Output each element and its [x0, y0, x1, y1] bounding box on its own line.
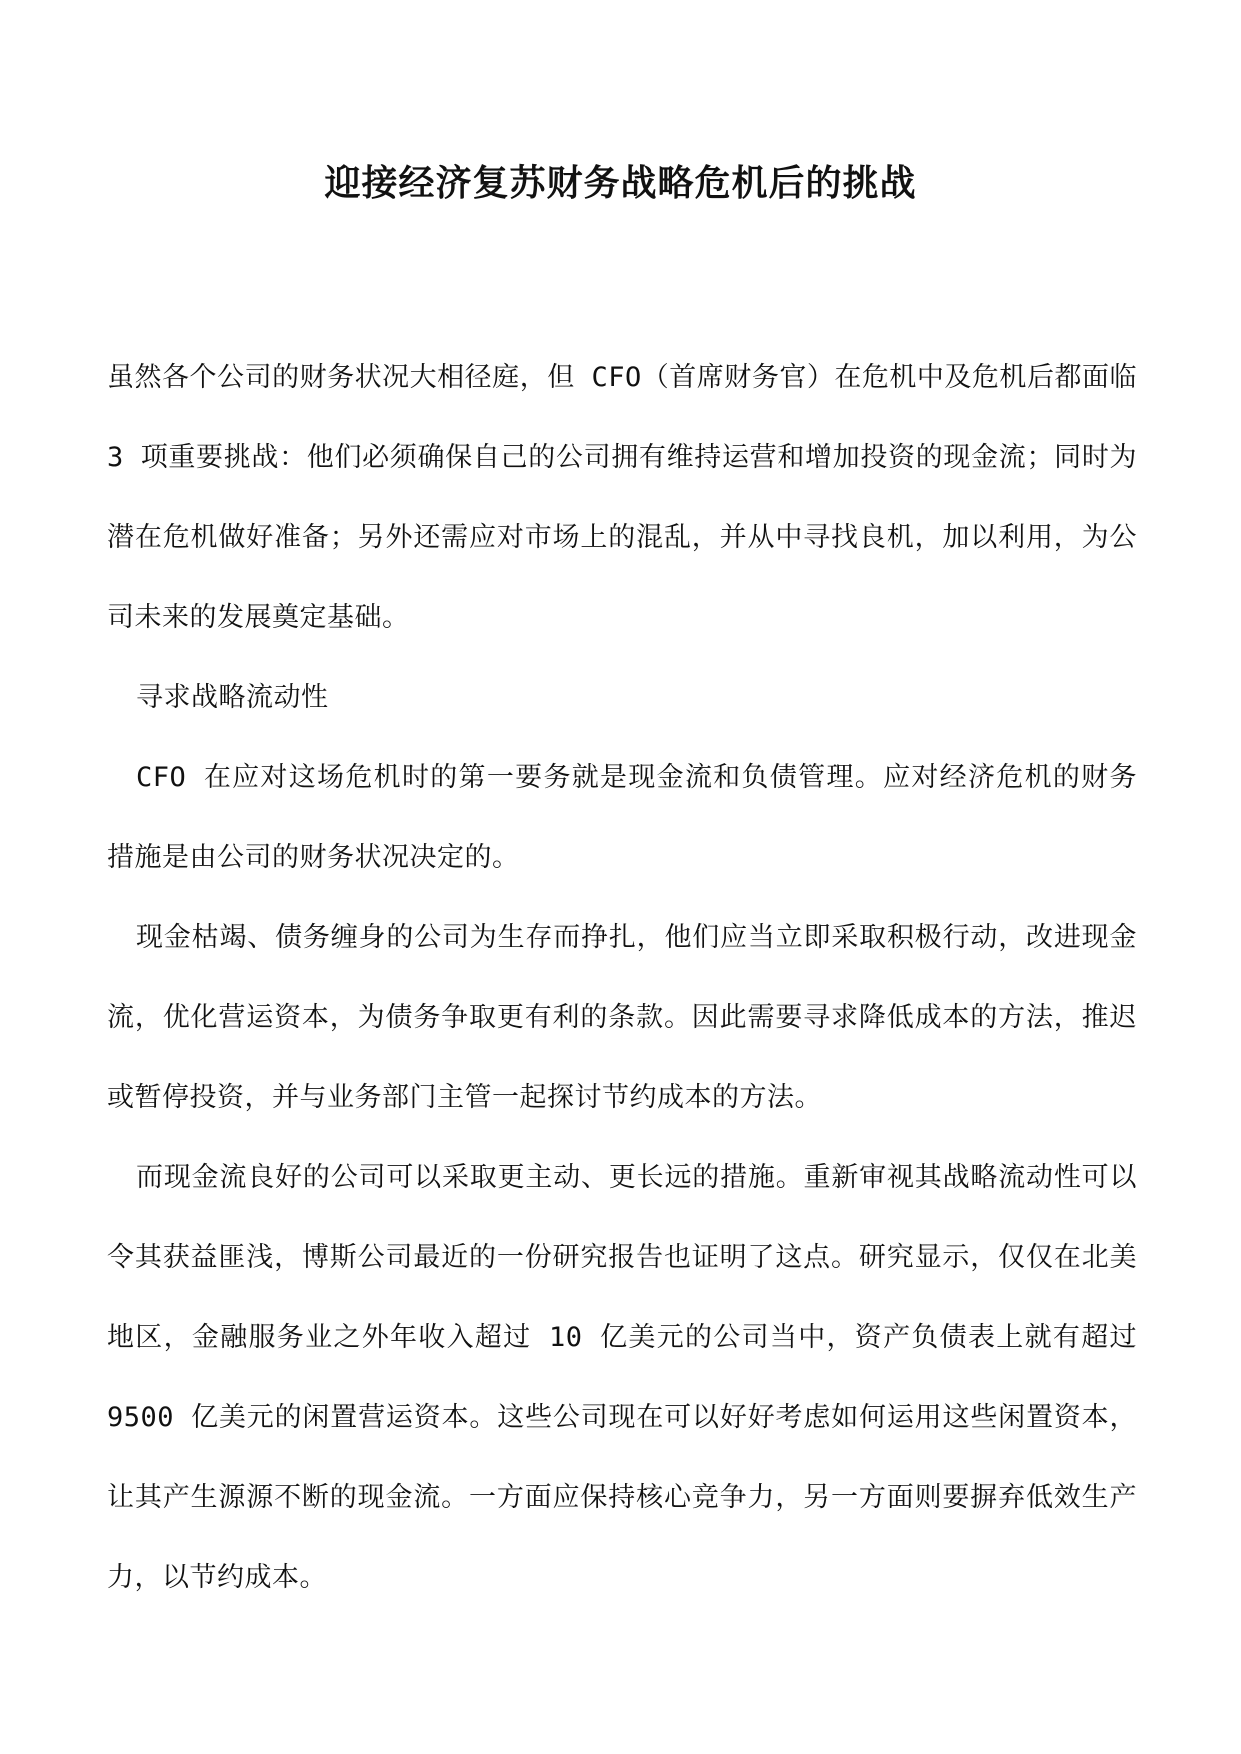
paragraph-intro: 虽然各个公司的财务状况大相径庭，但 CFO（首席财务官）在危机中及危机后都面临 3 项重要挑战：他们必须确保自己的公司拥有维持运营和增加投资的现金流；同时为潜在危机做好准备；另外还需应对市场上的混乱，并从中寻找良机，加以利用，为公司未来的发展奠定基础。	[107, 362, 1137, 633]
document-title: 迎接经济复苏财务战略危机后的挑战	[324, 162, 917, 204]
paragraph-cash-rich: 而现金流良好的公司可以采取更主动、更长远的措施。重新审视其战略流动性可以令其获益匪浅，博斯公司最近的一份研究报告也证明了这点。研究显示，仅仅在北美地区，金融服务业之外年收入超过 10 亿美元的公司当中，资产负债表上就有超过 9500 亿美元的闲置营运资本。这些公司现在可以好好考虑如何运用这些闲置资本，让其产生源源不断的现金流。一方面应保持核心竞争力，另一方面则要摒弃低效生产力，以节约成本。	[107, 1162, 1137, 1593]
document-body	[107, 338, 1137, 1618]
section-heading: 寻求战略流动性	[136, 682, 329, 713]
paragraph-cfo-priority: CFO 在应对这场危机时的第一要务就是现金流和负债管理。应对经济危机的财务措施是由公司的财务状况决定的。	[107, 762, 1137, 873]
paragraph-cash-strapped: 现金枯竭、债务缠身的公司为生存而挣扎，他们应当立即采取积极行动，改进现金流，优化营运资本，为债务争取更有利的条款。因此需要寻求降低成本的方法，推迟或暂停投资，并与业务部门主管一起探讨节约成本的方法。	[107, 922, 1137, 1113]
